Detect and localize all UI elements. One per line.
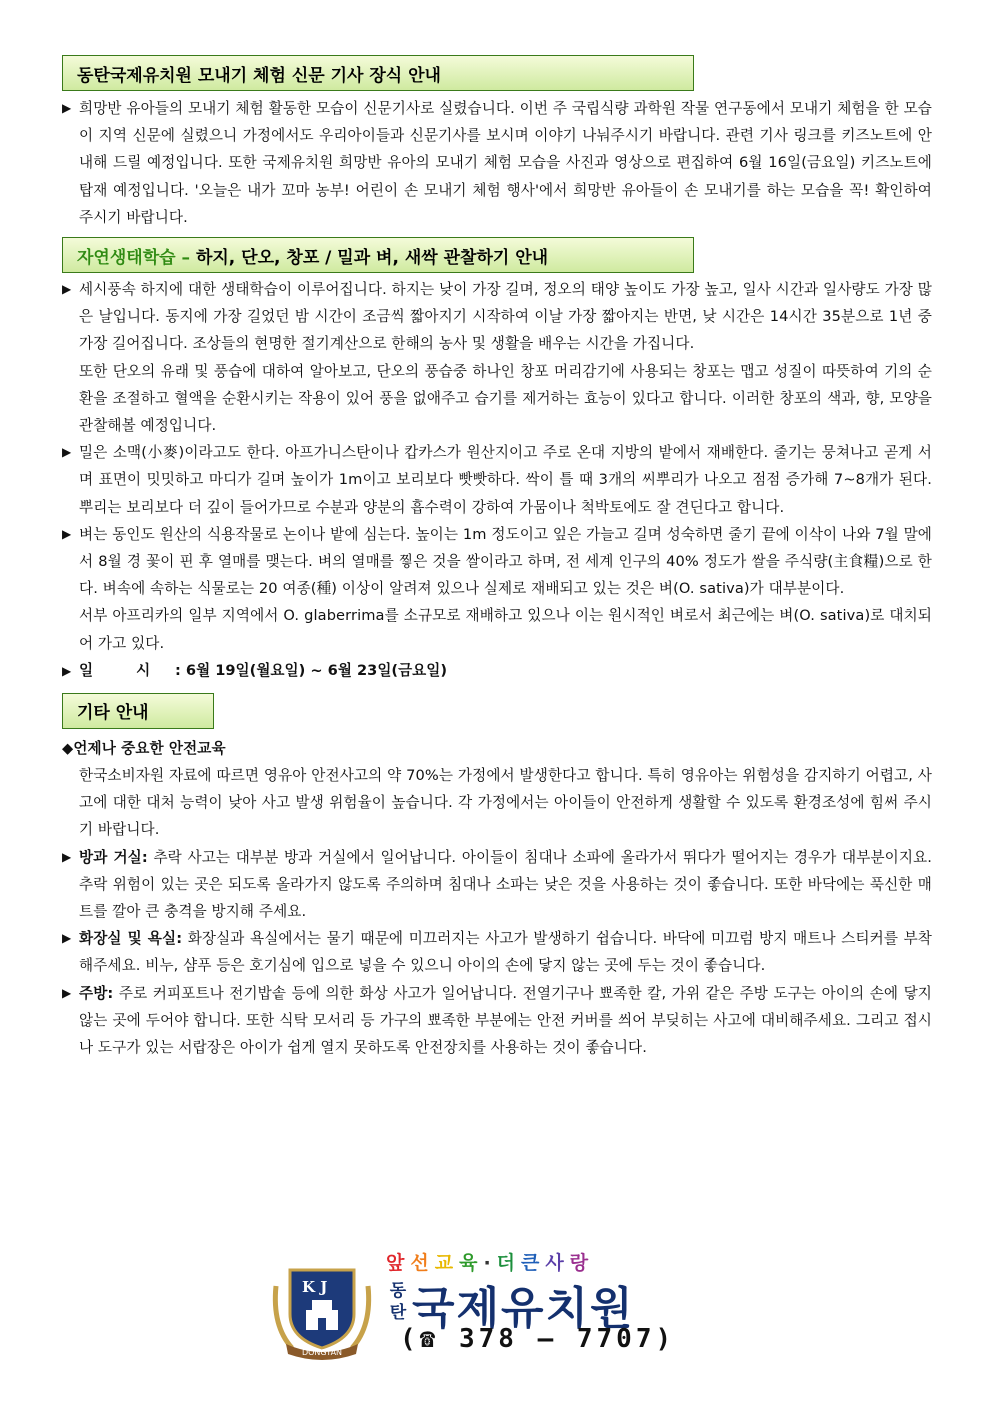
slogan-char: 육: [459, 1252, 484, 1274]
safety-paragraph: [62, 762, 932, 844]
paragraph-text: 세시풍속 하지에 대한 생태학습이 이루어집니다. 하지는 낮이 가장 길며, 정오의 태양 높이도 가장 높고, 일사 시간과 일사량도 가장 많은 날입니다. 동지에 가장 길었던 밤 시간이 조금씩 짧아지기 시작하여 이날 가장 짧아지는 반면, 낮 시간은 14시간 35분으로 1년 중 가장 길어집니다. 조상들의 현명한 절기계산으로 한해의 농사 및 생활을 배우는 시간을 가집니다.: [79, 281, 932, 353]
crest-banner: DONGTAN: [301, 1348, 343, 1357]
schedule-value: : 6월 19일(월요일) ~ 6월 23일(금요일): [175, 661, 448, 679]
section-title: 동탄국제유치원 모내기 체험 신문 기사 장식 안내: [77, 65, 441, 86]
slogan-char: 사: [545, 1252, 570, 1274]
diamond-bullet-icon: ◆: [62, 739, 74, 757]
rice-paragraph: [62, 521, 932, 603]
paragraph-text: 한국소비자원 자료에 따르면 영유아 안전사고의 약 70%는 가정에서 발생한다고 합니다. 특히 영유아는 위험성을 감지하기 어렵고, 사고에 대한 대처 능력이 낮아 사고 발생 위험율이 높습니다. 각 가정에서는 아이들이 안전하게 생활할 수 있도록 환경조성에 힘써 주시기 바랍니다.: [79, 767, 932, 839]
section-title-accent: 자연생태학습 –: [77, 247, 190, 268]
crest-letters: K J: [302, 1278, 328, 1296]
paragraph-text: 주로 커피포트나 전기밥솥 등에 의한 화상 사고가 일어납니다. 전열기구나 뾰족한 칼, 가위 같은 주방 도구는 아이의 손에 닿지 않는 곳에 두어야 합니다. 또한 식탁 모서리 등 가구의 뾰족한 부분에는 안전 커버를 씌어 부딪히는 사고에 대비해주세요. 그리고 접시나 도구가 있는 서랍장은 아이가 쉽게 열지 못하도록 안전장치를 사용하는 것이 좋습니다.: [79, 984, 933, 1057]
school-name: 국제유치원: [412, 1283, 635, 1334]
slogan-char: 랑: [569, 1252, 595, 1274]
haji-paragraph: [62, 276, 932, 358]
paragraph-text: 밀은 소맥(小麥)이라고도 한다. 아프가니스탄이나 캅카스가 원산지이고 주로 온대 지방의 밭에서 재배한다. 줄기는 뭉쳐나고 곧게 서며 표면이 밋밋하고 마디가 길며 높이가 1m이고 보리보다 빳빳하다. 싹이 틀 때 3개의 씨뿌리가 나오고 점점 증가해 7~8개가 된다. 뿌리는 보리보다 더 깊이 들어가므로 수분과 양분의 흡수력이 강하여 가뭄이나 척박토에도 잘 견딘다고 합니다.: [79, 444, 932, 516]
paragraph-text: 추락 사고는 대부분 방과 거실에서 일어납니다. 아이들이 침대나 소파에 올라가서 뛰다가 떨어지는 경우가 대부분이지요. 추락 위험이 있는 곳은 되도록 올라가지 않도록 주의하며 침대나 소파는 낮은 것을 사용하는 것이 좋습니다. 또한 바닥에는 푹신한 매트를 깔아 큰 충격을 방지해 주세요.: [79, 848, 932, 921]
room-paragraph: [62, 844, 932, 926]
triangle-bullet-icon: ▶: [62, 101, 72, 115]
school-phone: (☎ 378 – 7707): [400, 1324, 676, 1354]
school-crest-icon: [268, 1256, 376, 1362]
newspaper-paragraph: [62, 95, 932, 231]
paragraph-text: 서부 아프리카의 일부 지역에서 O. glaberrima를 소규모로 재배하고 있으나 이는 원시적인 벼로서 최근에는 벼(O. sativa)로 대치되어 가고 있다.: [79, 607, 932, 652]
paragraph-text: 벼는 동인도 원산의 식용작물로 논이나 밭에 심는다. 높이는 1m 정도이고 잎은 가늘고 길며 성숙하면 줄기 끝에 이삭이 나와 7월 말에서 8월 경 꽃이 핀 후 열매를 맺는다. 벼의 열매를 찧은 것을 쌀이라고 하며, 전 세계 인구의 40% 정도가 쌀을 주식량(主食糧)으로 한다. 벼속에 속하는 식물로는 20 여종(種) 이상이 알려져 있으나 실제로 재배되고 있는 것은 벼(O. sativa)가 대부분이다.: [79, 525, 932, 598]
kitchen-paragraph: [62, 980, 932, 1062]
slogan-char: 앞: [386, 1252, 411, 1274]
schedule-line: [62, 657, 932, 685]
school-logo-block: [268, 1248, 698, 1368]
triangle-bullet-icon: ▶: [62, 445, 72, 460]
paragraph-label: 화장실 및 욕실:: [79, 930, 183, 948]
slogan-char: 선: [410, 1252, 435, 1274]
triangle-bullet-icon: ▶: [62, 526, 72, 541]
bathroom-paragraph: [62, 925, 932, 979]
paragraph-text: 화장실과 욕실에서는 물기 때문에 미끄러지는 사고가 발생하기 쉽습니다. 바닥에 미끄럼 방지 매트나 스티커를 부착해주세요. 비누, 샴푸 등은 호기심에 입으로 넣을 수 있으니 아이의 손에 닿지 않는 곳에 두는 것이 좋습니다.: [79, 930, 932, 975]
paragraph-label: 주방:: [79, 984, 114, 1002]
triangle-bullet-icon: ▶: [62, 849, 72, 864]
triangle-bullet-icon: ▶: [62, 663, 72, 678]
section-header-nature: [62, 237, 694, 273]
newsletter-page: [62, 55, 932, 1061]
slogan-char: 더: [496, 1252, 522, 1274]
rice-paragraph-continued: [62, 602, 932, 656]
paragraph-text: 또한 단오의 유래 및 풍습에 대하여 알아보고, 단오의 풍습중 하나인 창포 머리감기에 사용되는 창포는 맵고 성질이 따뜻하여 기의 순환을 조절하고 혈액을 순환시키는 작용이 있어 풍을 없애주고 습기를 제거하는 효능이 있다고 합니다. 이러한 창포의 색과, 향, 모양을 관찰해볼 예정입니다.: [79, 362, 932, 435]
slogan-char: 큰: [521, 1252, 546, 1274]
section-title: 하지, 단오, 창포 / 밀과 벼, 새싹 관찰하기 안내: [195, 247, 549, 268]
triangle-bullet-icon: ▶: [62, 931, 72, 946]
safety-title-text: 언제나 중요한 안전교육: [73, 739, 226, 757]
safety-title: [62, 735, 932, 762]
slogan-char: 교: [434, 1252, 460, 1274]
triangle-bullet-icon: ▶: [62, 282, 72, 297]
triangle-bullet-icon: ▶: [62, 985, 72, 1000]
paragraph-label: 방과 거실:: [79, 848, 148, 866]
school-slogan: [386, 1248, 594, 1275]
paragraph-text: 희망반 유아들의 모내기 체험 활동한 모습이 신문기사로 실렸습니다. 이번 주 국립식량 과학원 작물 연구동에서 모내기 체험을 한 모습이 지역 신문에 실렸으니 가정에서도 우리아이들과 신문기사를 보시며 이야기 나눠주시기 바랍니다. 관련 기사 링크를 키즈노트에 안내해 드릴 예정입니다. 또한 국제유치원 희망반 유아의 모내기 체험 모습을 사진과 영상으로 편집하여 6월 16일(금요일) 키즈노트에 탑재 예정입니다. '오늘은 내가 꼬마 농부! 어린이 손 모내기 체험 행사'에서 희망반 유아들이 손 모내기를 하는 모습을 꼭! 확인하여 주시기 바랍니다.: [79, 100, 932, 226]
slogan-char: ·: [483, 1252, 497, 1274]
section-header-other: [62, 693, 214, 729]
dano-paragraph: [62, 358, 932, 440]
schedule-label: 일 시: [79, 661, 151, 679]
section-header-newspaper: [62, 55, 694, 91]
school-name-prefix: 동탄: [389, 1281, 407, 1323]
wheat-paragraph: [62, 439, 932, 521]
section-title: 기타 안내: [77, 703, 149, 724]
